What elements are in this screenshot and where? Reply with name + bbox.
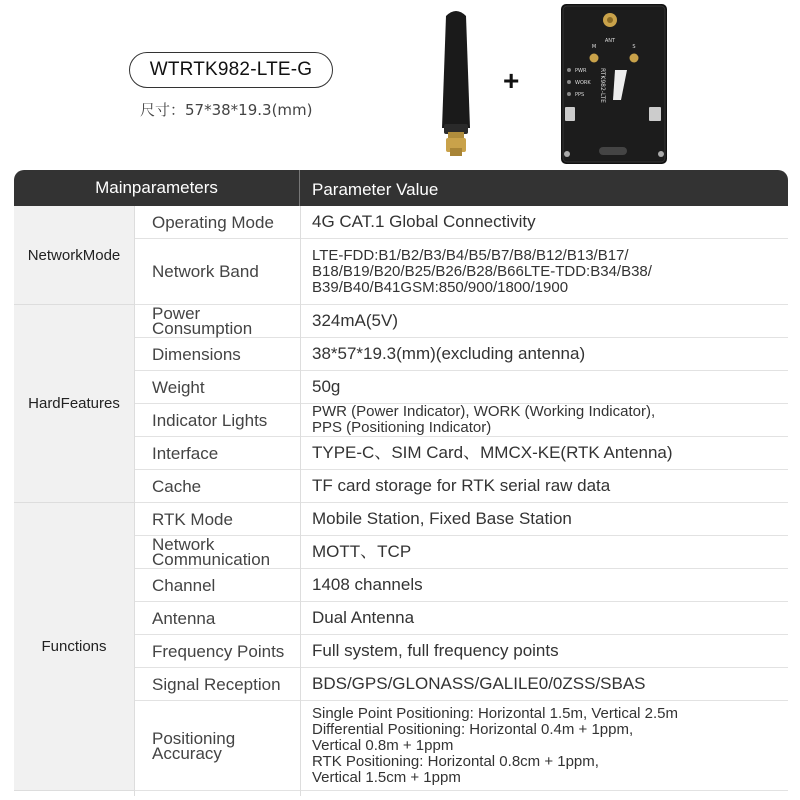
- table-header: [14, 170, 788, 206]
- param-value: BDS/GPS/GLONASS/GALILE0/0ZSS/SBAS: [301, 668, 788, 701]
- param-value: Single Point Positioning: Horizontal 1.5m, Vertical 2.5m Differential Positioning: Horizontal 0.4m + 1ppm, Vertical 0.8m + 1ppm RTK Positioning: Horizontal 0.8cm + 1ppm, Vertical 1.5cm + 1ppm: [301, 701, 788, 791]
- group-label: HardFeatures: [14, 305, 134, 503]
- param-label: Cache: [135, 470, 300, 503]
- param-value: MOTT、TCP: [301, 536, 788, 569]
- dimensions-caption: 尺寸：57*38*19.3(mm): [140, 101, 313, 119]
- param-label: Interface: [135, 437, 300, 470]
- param-label: Channel: [135, 569, 300, 602]
- param-label: Dimensions: [135, 338, 300, 371]
- param-value: LTE-FDD:B1/B2/B3/B4/B5/B7/B8/B12/B13/B17/ B18/B19/B20/B25/B26/B28/B66LTE-TDD:B34/B38/ B39/B40/B41GSM:850/900/1800/1900: [301, 239, 788, 305]
- pps-label: PPS: [575, 92, 585, 98]
- param-value: 38*57*19.3(mm)(excluding antenna): [301, 338, 788, 371]
- s-label: S: [632, 44, 636, 50]
- col-header-parameter-value: Parameter Value: [312, 180, 439, 199]
- param-label: Network Band: [135, 239, 300, 305]
- param-value: 50g: [301, 371, 788, 404]
- param-label: Operating Mode: [135, 206, 300, 239]
- model-name-badge: WTRTK982-LTE-G: [129, 52, 333, 88]
- group-label: Functions: [14, 503, 134, 791]
- param-value: Mobile Station, Fixed Base Station: [301, 503, 788, 536]
- antenna-icon: [432, 8, 480, 158]
- col-header-main-parameters: Mainparameters: [14, 170, 300, 206]
- param-label: Power Consumption: [135, 305, 300, 338]
- param-label: RTK Mode: [135, 503, 300, 536]
- m-label: M: [591, 44, 597, 50]
- param-label: Signal Reception: [135, 668, 300, 701]
- model-print: RTK982-LTE: [599, 68, 606, 103]
- param-label: Antenna: [135, 602, 300, 635]
- parameters-table: [14, 170, 788, 796]
- pwr-label: PWR: [575, 68, 587, 74]
- rtk-device-icon: [561, 4, 667, 164]
- ant-label: ANT: [604, 38, 616, 44]
- work-label: WORK: [575, 80, 591, 86]
- group-label: NetworkMode: [14, 206, 134, 305]
- plus-sign: +: [503, 65, 520, 96]
- param-label: Positioning Accuracy: [135, 701, 300, 791]
- param-label: Indicator Lights: [135, 404, 300, 437]
- param-value: TF card storage for RTK serial raw data: [301, 470, 788, 503]
- param-label: Weight: [135, 371, 300, 404]
- param-value: Full system, full frequency points: [301, 635, 788, 668]
- param-value: Dual Antenna: [301, 602, 788, 635]
- param-value: PWR (Power Indicator), WORK (Working Indicator), PPS (Positioning Indicator): [301, 404, 788, 437]
- param-label: Frequency Points: [135, 635, 300, 668]
- param-value: 4G CAT.1 Global Connectivity: [301, 206, 788, 239]
- param-value: 1408 channels: [301, 569, 788, 602]
- param-value: 324mA(5V): [301, 305, 788, 338]
- param-value: TYPE-C、SIM Card、MMCX-KE(RTK Antenna): [301, 437, 788, 470]
- param-label: Network Communication: [135, 536, 300, 569]
